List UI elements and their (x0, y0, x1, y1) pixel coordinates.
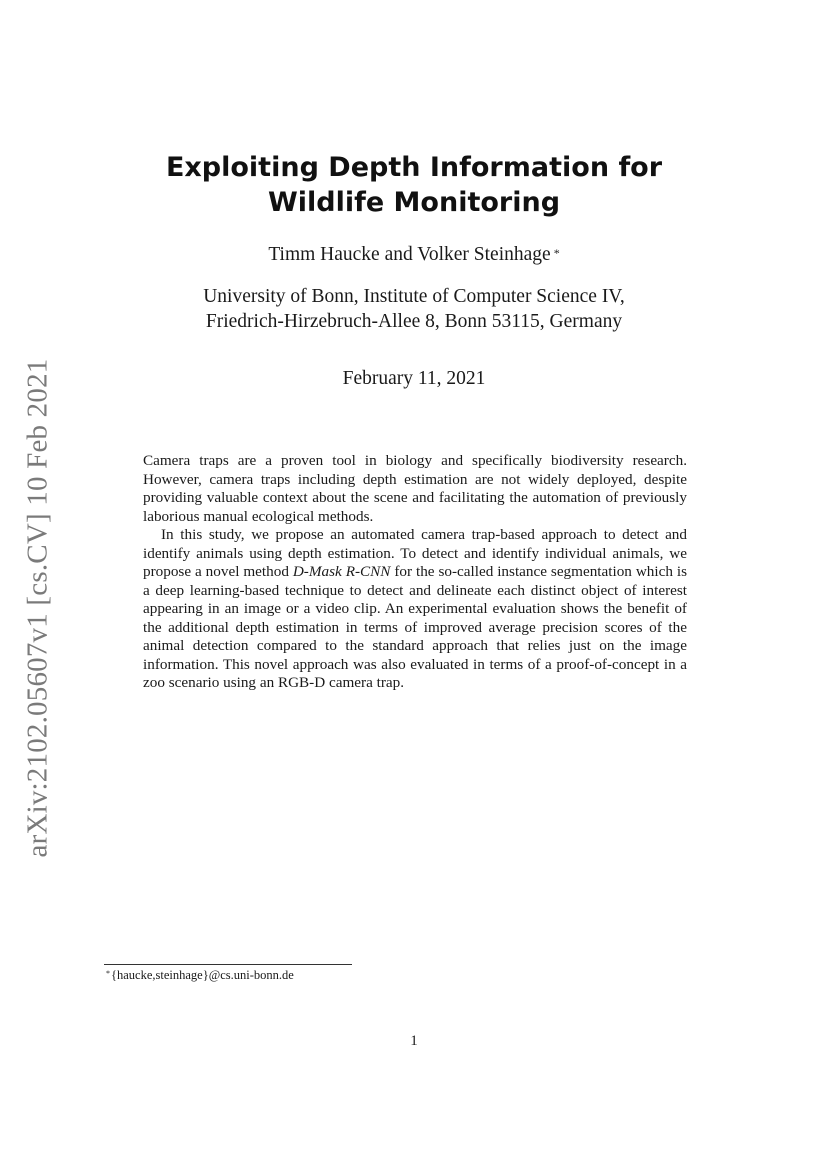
affiliation (120, 284, 708, 334)
abstract-paragraph-1: Camera traps are a proven tool in biology and specifically biodiversity research. However, camera traps including depth estimation are not widely deployed, despite providing valuable context about the scene and facilitating the automation of previously laborious manual ecological methods. (143, 452, 687, 525)
footnote-mark: * (106, 969, 110, 978)
abstract-paragraph-2 (143, 526, 687, 693)
author-footnote-mark: * (553, 246, 560, 260)
footnote-email: {haucke,steinhage}@cs.uni-bonn.de (111, 968, 294, 982)
publication-date: February 11, 2021 (342, 368, 486, 389)
abstract-paragraph-2-end: for the so-called instance segmentation which is a deep learning-based technique to detect and delineate each distinct object of interest appearing in an image or a video clip. An experimental evaluation shows the benefit of the additional depth estimation in terms of improved average precision scores of the animal detection compared to the standard approach that relies just on the image information. This novel approach was also evaluated in terms of a proof-of-concept in a zoo scenario using an RGB-D camera trap. (143, 563, 687, 691)
abstract-paragraph-2-start: In this study, we propose an automated camera trap-based approach to detect and identify animals using depth estimation. To detect and identify individual animals, we propose a novel method (143, 526, 687, 580)
abstract (143, 452, 687, 693)
author-line (120, 243, 708, 267)
footnote (106, 967, 294, 983)
paper-title: Exploiting Depth Information for Wildlife Monitoring (165, 152, 663, 218)
author-names: Timm Haucke and Volker Steinhage (268, 244, 551, 265)
method-name: D-Mask R-CNN (292, 563, 391, 580)
affiliation-line-2: Friedrich-Hirzebruch-Allee 8, Bonn 53115, Germany (205, 311, 623, 332)
affiliation-line-1: University of Bonn, Institute of Computer Science IV, (203, 286, 625, 307)
footnote-divider (104, 964, 352, 965)
arxiv-identifier: arXiv:2102.05607v1 [cs.CV] 10 Feb 2021 (21, 358, 54, 858)
page-number: 1 (410, 1033, 418, 1049)
